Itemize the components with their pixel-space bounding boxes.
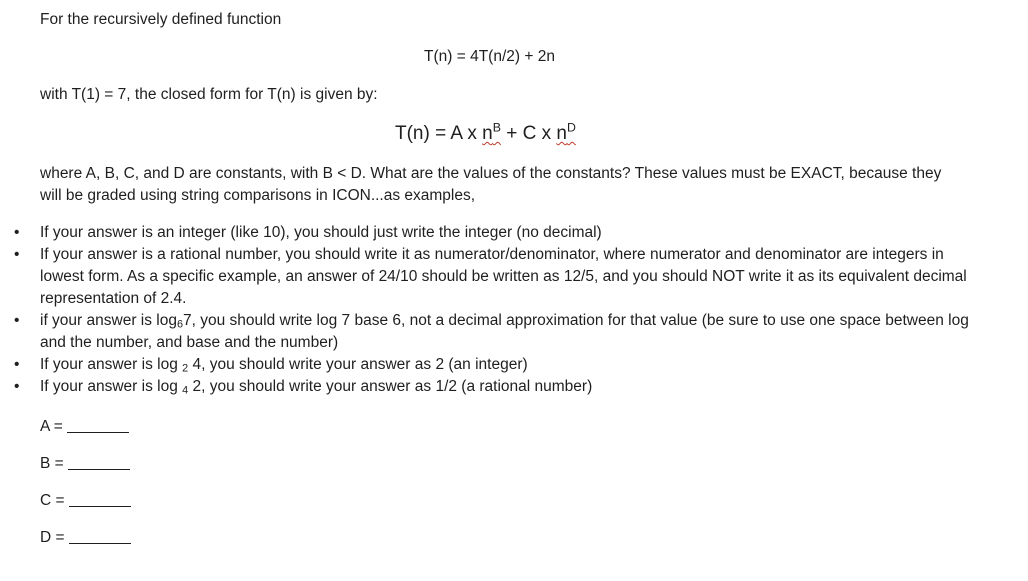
answer-a-row	[40, 416, 129, 438]
answer-d-row	[40, 527, 131, 549]
base-case-text: with T(1) = 7, the closed form for T(n) is given by:	[40, 86, 378, 103]
bullet-icon: •	[14, 224, 20, 241]
bullet-icon: •	[14, 356, 20, 373]
bullet-icon: •	[14, 312, 20, 329]
answer-c-row	[40, 490, 131, 512]
closed-form-lhs: T(n) = A x	[395, 123, 483, 144]
intro-text: For the recursively defined function	[40, 11, 282, 28]
closed-form-mid: + C x	[500, 123, 557, 144]
answer-d-blank[interactable]	[69, 529, 131, 544]
answer-c-blank[interactable]	[69, 492, 131, 507]
answer-d-label: D =	[40, 529, 65, 546]
exponent-b: B	[492, 120, 501, 135]
answer-b-blank[interactable]	[68, 455, 130, 470]
exponent-d: D	[566, 120, 576, 135]
closed-form-equation	[395, 121, 576, 147]
bullet-icon: •	[14, 378, 20, 395]
list-item: • If your answer is a rational number, you should write it as numerator/denominator, where numerator and denominator are integers in lowest form. As a specific example, an answer of 24/10 should be written as 12/5, and you should NOT write it as its equivalent decimal representation of 2.4.	[14, 246, 967, 307]
answer-a-blank[interactable]	[67, 418, 129, 433]
list-item: • If your answer is an integer (like 10), you should just write the integer (no decimal)	[0, 222, 980, 244]
recurrence-equation: T(n) = 4T(n/2) + 2n	[424, 48, 555, 65]
list-item: • If your answer is log $_2$ 4, you should write your answer as 2 (an integer)	[14, 356, 528, 375]
answer-b-label: B =	[40, 455, 64, 472]
closed-form-n1: $n^B$	[482, 120, 501, 144]
closed-form-n2: $n^D$	[556, 120, 576, 144]
answer-c-label: C =	[40, 492, 65, 509]
list-item: • If your answer is log $_4$ 2, you should write your answer as 1/2 (a rational number)	[14, 378, 593, 397]
answer-a-label: A =	[40, 418, 63, 435]
instructions-paragraph: where A, B, C, and D are constants, with B < D. What are the values of the constants? These values must be EXACT, because they will be graded using string comparisons in ICON...as examples,	[40, 165, 942, 204]
answer-b-row	[40, 453, 130, 475]
list-item: • if your answer is $\log_67$, you should write log 7 base 6, not a decimal approximation for that value (be sure to use one space between log and the number, and base and the number)	[14, 312, 969, 351]
formatting-rules-list	[0, 222, 980, 398]
bullet-icon: •	[14, 246, 20, 263]
